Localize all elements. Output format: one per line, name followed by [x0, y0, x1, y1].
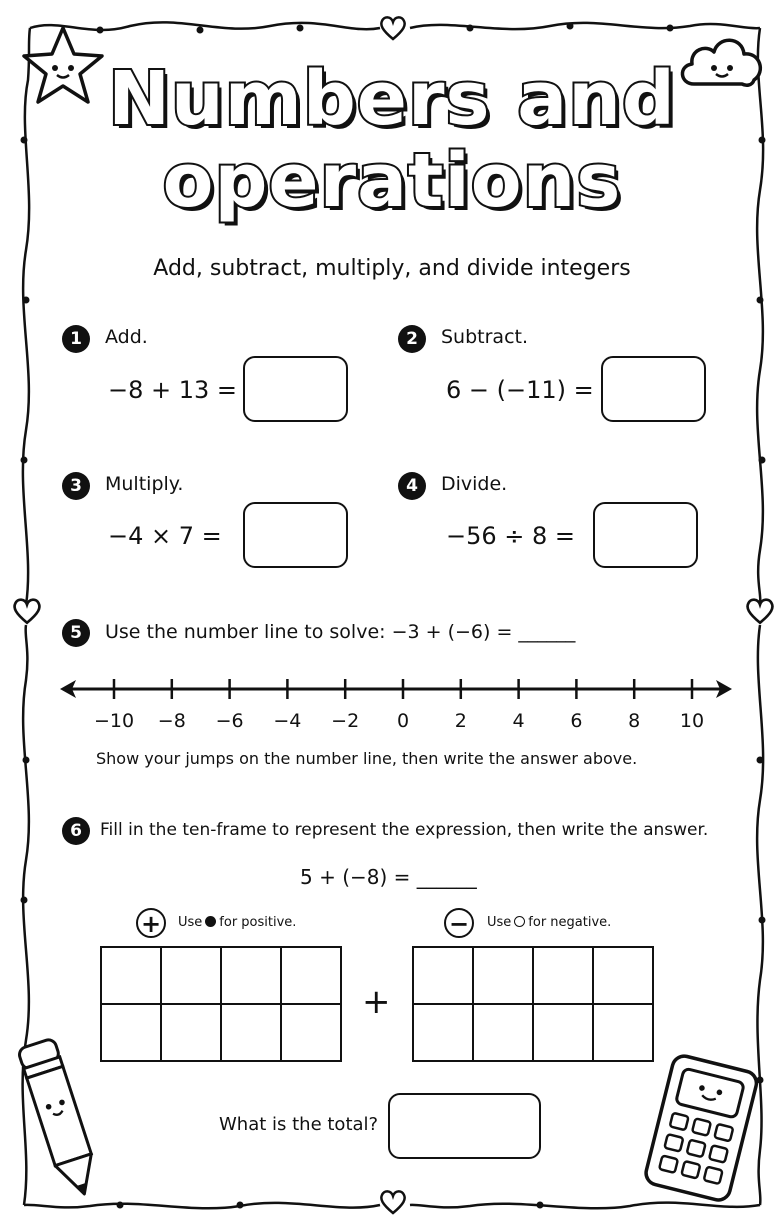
problem-1-number: 1	[62, 325, 90, 353]
empty-counter-icon	[514, 916, 525, 927]
negative-hint-prefix: Use	[487, 915, 512, 930]
problem-6-number: 6	[62, 817, 90, 845]
page-subtitle: Add, subtract, multiply, and divide integers	[153, 256, 631, 281]
calculator-icon	[636, 1054, 766, 1204]
pencil-icon	[14, 1026, 104, 1206]
problem-1-answer-box[interactable]	[243, 356, 348, 422]
positive-hint-prefix: Use	[178, 915, 203, 930]
filled-counter-icon	[205, 916, 216, 927]
problem-2-number: 2	[398, 325, 426, 353]
number-line-tick-label: 2	[454, 710, 467, 732]
problem-4-label: Divide.	[441, 473, 508, 495]
positive-hint	[178, 915, 296, 930]
number-line-tick-label: −6	[215, 710, 244, 732]
negative-sign-icon: −	[444, 908, 474, 938]
problem-3-answer-box[interactable]	[243, 502, 348, 568]
problem-3-expression: −4 × 7 =	[108, 522, 222, 550]
heart-icon	[378, 14, 408, 42]
problem-1-expression: −8 + 13 =	[108, 376, 238, 404]
total-label: What is the total?	[219, 1114, 379, 1135]
problem-3-label: Multiply.	[105, 473, 184, 495]
page-title-line1: Numbers and	[108, 56, 676, 142]
number-line-tick-label: 0	[396, 710, 410, 732]
total-answer-box[interactable]	[388, 1093, 541, 1159]
negative-hint-suffix: for negative.	[528, 915, 612, 930]
number-line[interactable]	[56, 672, 736, 708]
number-line-tick-label: 4	[512, 710, 525, 732]
problem-6-expression: 5 + (−8) = ______	[300, 865, 477, 889]
problem-2-expression: 6 − (−11) =	[446, 376, 594, 404]
problem-4-expression: −56 ÷ 8 =	[446, 522, 576, 550]
problem-5-instruction: Show your jumps on the number line, then write the answer above.	[96, 749, 638, 768]
heart-icon	[744, 596, 776, 626]
positive-sign-icon: +	[136, 908, 166, 938]
negative-hint	[487, 915, 611, 930]
number-line-tick-label: 6	[570, 710, 583, 732]
problem-5-number: 5	[62, 619, 90, 647]
positive-ten-frame[interactable]	[100, 946, 342, 1062]
heart-icon	[378, 1188, 408, 1216]
heart-icon	[11, 596, 43, 626]
problem-4-number: 4	[398, 472, 426, 500]
number-line-tick-label: −4	[273, 710, 302, 732]
number-line-tick-label: 8	[628, 710, 641, 732]
problem-6-prompt: Fill in the ten-frame to represent the expression, then write the answer.	[100, 820, 709, 840]
page-title-line2: operations	[162, 138, 622, 224]
problem-4-answer-box[interactable]	[593, 502, 698, 568]
positive-hint-suffix: for positive.	[219, 915, 297, 930]
problem-1-label: Add.	[105, 326, 148, 348]
plus-between-frames: +	[362, 982, 391, 1022]
number-line-tick-label: −2	[331, 710, 360, 732]
problem-3-number: 3	[62, 472, 90, 500]
problem-2-label: Subtract.	[441, 326, 529, 348]
number-line-tick-label: 10	[679, 710, 705, 732]
negative-ten-frame[interactable]	[412, 946, 654, 1062]
problem-5-prompt: Use the number line to solve: −3 + (−6) = ______	[105, 621, 576, 643]
problem-2-answer-box[interactable]	[601, 356, 706, 422]
number-line-tick-label: −10	[93, 710, 135, 732]
number-line-tick-label: −8	[157, 710, 186, 732]
